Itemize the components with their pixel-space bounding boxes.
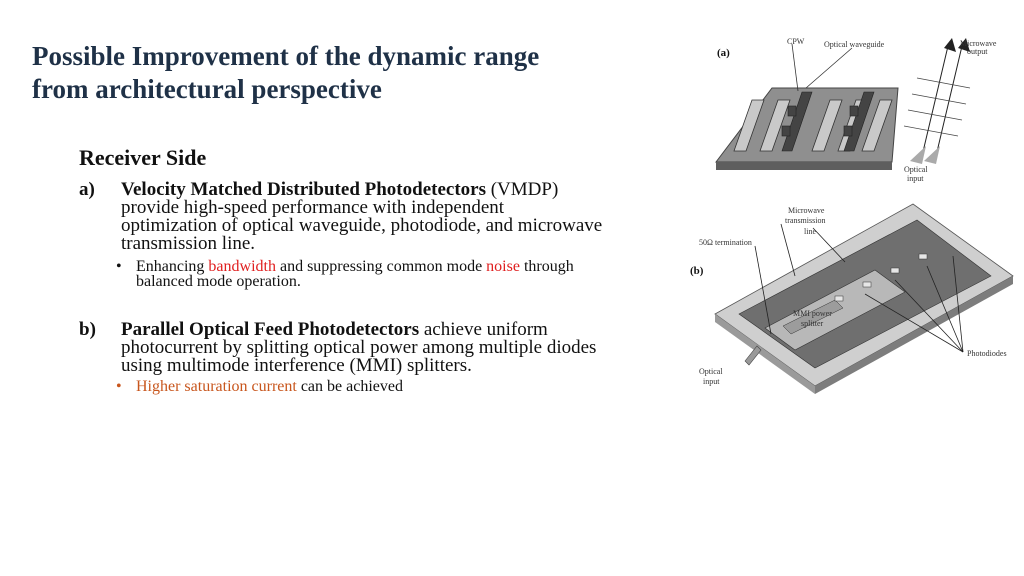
highlight-bandwidth: bandwidth [208, 258, 276, 275]
mmi-label-1: MMI power [793, 309, 832, 318]
microwave-line-label-2: transmission [785, 216, 826, 225]
optical-input-b-label-1: Optical [699, 367, 723, 376]
parallel-feed-diagram [695, 196, 1020, 396]
figure-b-label: (b) [690, 265, 704, 277]
vmdp-diagram [712, 36, 1012, 186]
item-b-title: Parallel Optical Feed Photodetectors [121, 319, 420, 340]
photodiodes-label: Photodiodes [967, 349, 1007, 358]
optical-input-label-1: Optical [904, 165, 928, 174]
optical-input-b-label-2: input [703, 377, 720, 386]
item-b-text-2: photocurrent by splitting optical power among multiple diodes [121, 337, 597, 358]
bullet-a [116, 259, 676, 289]
item-a-text-4: transmission line. [121, 233, 256, 254]
bullet-a-text-mid: and suppressing common mode [275, 258, 487, 275]
bullet-dot: • [116, 378, 122, 395]
list-item-a [79, 181, 679, 253]
bullet-a-text-line2: balanced mode operation. [136, 273, 301, 290]
termination-label: 50Ω termination [699, 238, 752, 247]
optical-waveguide-label: Optical waveguide [824, 40, 885, 49]
microwave-output-label-1: Microwave [960, 39, 997, 48]
list-item-b [79, 321, 679, 375]
mmi-label-2: splitter [801, 319, 824, 328]
list-marker-b: b) [79, 319, 96, 340]
bullet-b [116, 379, 676, 394]
bullet-a-text-pre: Enhancing [136, 258, 209, 275]
microwave-line-label-3: line [804, 227, 816, 236]
microwave-line-label-1: Microwave [788, 206, 825, 215]
figure-a-label: (a) [717, 47, 730, 59]
item-a-text-2: provide high-speed performance with independent [121, 197, 505, 218]
bullet-b-text: can be achieved [296, 378, 403, 395]
highlight-noise: noise [486, 258, 520, 275]
item-b-text-3: using multimode interference (MMI) splitters. [121, 355, 472, 376]
section-heading: Receiver Side [79, 145, 207, 170]
item-b-text-1: achieve uniform [419, 319, 548, 340]
bullet-dot: • [116, 258, 122, 275]
highlight-saturation: Higher saturation current [136, 378, 297, 395]
item-a-title: Velocity Matched Distributed Photodetectors [121, 179, 486, 200]
bullet-a-text-post: through [519, 258, 574, 275]
item-a-text-3: optimization of optical waveguide, photodiode, and microwave [121, 215, 603, 236]
slide-title-line-2: from architectural perspective [32, 74, 382, 104]
list-marker-a: a) [79, 179, 95, 200]
item-a-text-1: (VMDP) [485, 179, 559, 200]
microwave-output-label-2: output [967, 47, 988, 56]
optical-input-label-2: input [907, 174, 924, 183]
cpw-label: CPW [787, 37, 805, 46]
slide-title [32, 40, 672, 106]
slide-title-line-1: Possible Improvement of the dynamic range [32, 41, 540, 71]
